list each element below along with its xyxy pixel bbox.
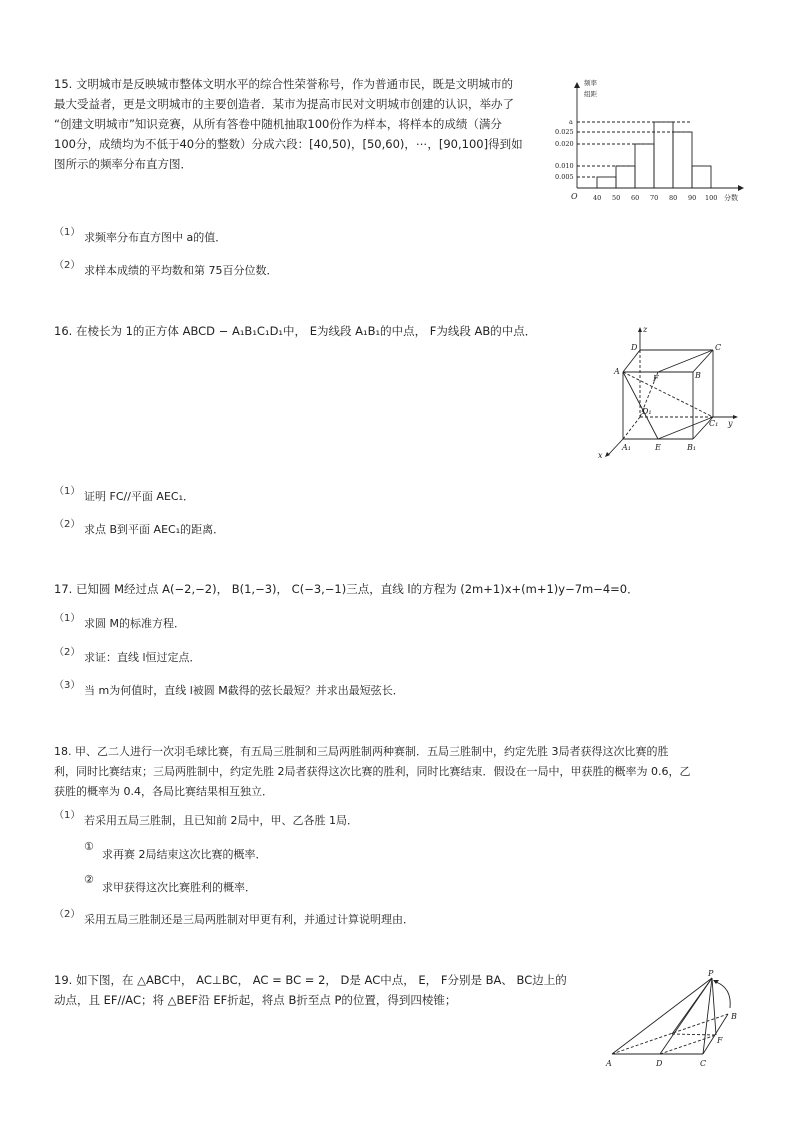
q17-part1-text: 求圆 M的标准方程．: [84, 617, 185, 630]
label-C1: C₁: [709, 419, 719, 428]
label-P: P: [708, 969, 714, 978]
pyramid-figure: [600, 968, 750, 1073]
label-F: F: [653, 374, 659, 383]
q17-part1-num: （1）: [54, 613, 81, 624]
edge-DF: [660, 1035, 716, 1054]
label-y: y: [728, 419, 733, 428]
q15-line: 15. 文明城市是反映城市整体文明水平的综合性荣誉称号，作为普通市民，既是文明城市的: [54, 77, 513, 91]
origin-label: O: [571, 192, 578, 201]
bar-90-100: [692, 166, 711, 188]
y-axis-arrow: [733, 415, 738, 419]
xtick-40: 40: [593, 194, 602, 202]
q18-line: 18. 甲、乙二人进行一次羽毛球比赛，有五局三胜制和三局两胜制两种赛制．五局三胜制中，约定先胜 3局者获得这次比赛的胜: [54, 745, 669, 758]
q18-line: 利，同时比赛结束；三局两胜制中，约定先胜 2局者获得这次比赛的胜利，同时比赛结束．假设在一局中，甲获胜的概率为 0.6，乙: [54, 765, 691, 778]
x-axis: [609, 439, 623, 454]
label-B: B: [731, 1012, 737, 1021]
q15-part2-text: 求样本成绩的平均数和第 75百分位数．: [84, 264, 278, 277]
q17-part2-num: （2）: [54, 647, 81, 658]
q18-part1-text: 若采用五局三胜制，且已知前 2局中，甲、乙各胜 1局．: [84, 814, 358, 827]
label-E: E: [655, 443, 661, 452]
y-label-bottom: 组距: [584, 90, 597, 98]
xtick-50: 50: [612, 194, 621, 202]
q15-part2-num: （2）: [54, 260, 81, 271]
q19-line: 动点，且 EF//AC；将 △BEF沿 EF折起，将点 B折至点 P的位置，得到四棱锥；: [54, 993, 457, 1007]
q16-part2-num: （2）: [54, 519, 81, 530]
q18-stem: [54, 742, 754, 802]
label-C: C: [715, 343, 722, 352]
q15-part1-text: 求频率分布直方图中 a的值．: [84, 231, 227, 244]
segment-EC1: [658, 417, 713, 439]
z-axis-arrow: [638, 327, 642, 332]
bar-50-60: [616, 166, 635, 188]
label-A1: A₁: [622, 443, 631, 452]
ytick-a: a: [569, 118, 573, 126]
q18-sub2-num: ②: [84, 873, 94, 886]
edge-PF: [712, 978, 716, 1035]
bar-40-50: [597, 177, 616, 188]
label-x: x: [598, 451, 603, 460]
label-B: B: [695, 371, 701, 380]
x-axis-arrow: [738, 185, 744, 191]
fold-arrow-icon: [713, 980, 719, 984]
q16-part1-num: （1）: [54, 486, 81, 497]
edge-EF: [672, 1034, 716, 1035]
label-D: D: [656, 1059, 663, 1068]
label-D: D: [631, 343, 638, 352]
q19-stem: [54, 970, 599, 1010]
q17-part3-num: （3）: [54, 680, 81, 691]
edge-BC: [693, 350, 713, 372]
q18-part2-num: （2）: [54, 909, 81, 920]
label-z: z: [643, 325, 648, 334]
q18-part2-text: 采用五局三胜制还是三局两胜制对甲更有利，并通过计算说明理由．: [84, 913, 414, 926]
label-F: F: [717, 1036, 723, 1045]
cube-figure: [595, 322, 745, 462]
q15-stem: [54, 74, 554, 174]
edge-A1D1: [623, 417, 640, 439]
y-label-top: 频率: [584, 79, 597, 87]
x-axis-arrow: [605, 452, 610, 457]
q15-line: 图所示的频率分布直方图．: [54, 157, 192, 171]
xtick-90: 90: [688, 194, 697, 202]
q17-stem: 17. 已知圆 M经过点 A(−2,−2)， B(1,−3)， C(−3,−1)三点，直线 l的方程为 (2m+1)x+(m+1)y−7m−4=0．: [54, 582, 639, 596]
q19-line: 19. 如下图，在 △ABC中， AC⊥BC， AC = BC = 2， D是 AC中点， E， F分别是 BA、 BC边上的: [54, 973, 567, 987]
label-A: A: [606, 1059, 612, 1068]
label-B1: B₁: [687, 443, 697, 452]
edge-AB: [612, 1014, 728, 1054]
q16-part1-text: 证明 FC//平面 AEC₁．: [84, 490, 194, 503]
ytick-0.025: 0.025: [555, 128, 574, 136]
y-axis-arrow: [574, 82, 580, 88]
q15-part1-num: （1）: [54, 227, 81, 238]
q18-sub1-num: ①: [84, 840, 94, 853]
q18-sub1-text: 求再赛 2局结束这次比赛的概率．: [102, 848, 267, 861]
q16-part2-text: 求点 B到平面 AEC₁的距离．: [84, 523, 225, 536]
xtick-70: 70: [650, 194, 659, 202]
fold-arc: [716, 982, 730, 1008]
label-A: A: [614, 367, 620, 376]
q17-part2-text: 求证：直线 l恒过定点．: [84, 651, 201, 664]
ytick-0.010: 0.010: [555, 162, 574, 170]
x-label: 分数: [724, 194, 738, 202]
ytick-0.005: 0.005: [555, 173, 574, 181]
edge-AP: [612, 978, 712, 1054]
q17-part3-text: 当 m为何值时，直线 l被圆 M截得的弦长最短？并求出最短弦长．: [84, 684, 404, 697]
segment-FC: [658, 350, 713, 372]
edge-AD: [623, 350, 640, 372]
xtick-60: 60: [631, 194, 640, 202]
bar-80-90: [673, 132, 692, 188]
q18-sub2-text: 求甲获得这次比赛胜利的概率．: [102, 881, 256, 894]
xtick-80: 80: [669, 194, 678, 202]
ytick-0.020: 0.020: [555, 140, 574, 148]
q15-line: 最大受益者，更是文明城市的主要创造者．某市为提高市民对文明城市创建的认识，举办了: [54, 97, 514, 111]
label-D1: D₁: [642, 407, 652, 416]
xtick-100: 100: [705, 194, 718, 202]
q15-line: “创建文明城市”知识竞赛，从所有答卷中随机抽取100份作为样本，将样本的成绩（满分: [54, 117, 502, 131]
bar-60-70: [635, 144, 654, 188]
q18-part1-num: （1）: [54, 810, 81, 821]
q16-stem: 16. 在棱长为 1的正方体 ABCD − A₁B₁C₁D₁中， E为线段 A₁B₁的中点， F为线段 AB的中点．: [54, 324, 537, 338]
frequency-histogram: [552, 74, 752, 212]
label-C: C: [700, 1059, 707, 1068]
q15-line: 100分，成绩均为不低于40分的整数）分成六段：[40,50)，[50,60)，⋯，[90,100]得到如: [54, 137, 523, 151]
q18-line: 获胜的概率为 0.4，各局比赛结果相互独立．: [54, 785, 273, 798]
